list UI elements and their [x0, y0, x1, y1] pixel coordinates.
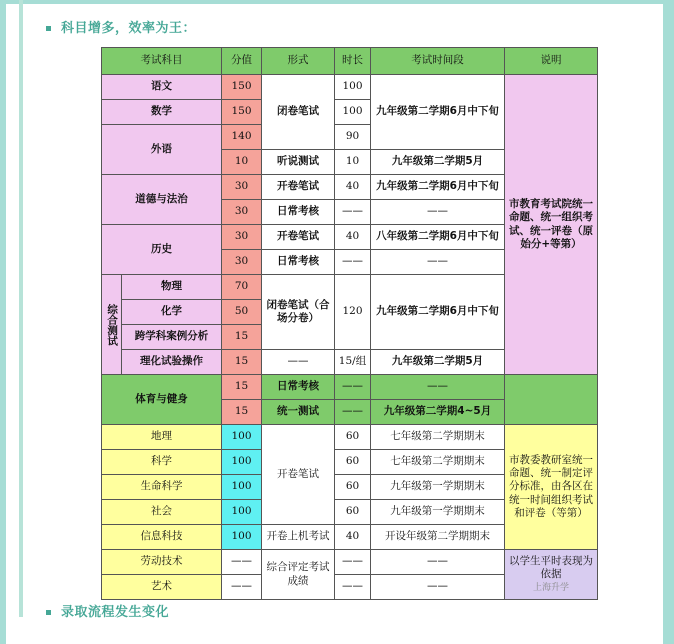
table-header-row: [102, 48, 598, 75]
period-cell: 九年级第二学期6月中下旬: [371, 175, 505, 200]
form-cell: ——: [262, 350, 335, 375]
duration-cell: ——: [335, 200, 371, 225]
form-cell: 闭卷笔试: [262, 75, 335, 150]
duration-cell: ——: [335, 575, 371, 600]
form-cell: 闭卷笔试（合场分卷）: [262, 275, 335, 350]
header-duration: 时长: [335, 48, 371, 75]
form-cell: 听说测试: [262, 150, 335, 175]
bullet-icon: [46, 610, 51, 615]
desc-cell: 市教委教研室统一命题、统一制定评分标准，由各区在统一时间组织考试和评卷（等第）: [505, 425, 598, 550]
period-cell: 九年级第二学期5月: [371, 150, 505, 175]
score-cell: 100: [222, 500, 262, 525]
period-cell: 九年级第二学期4~5月: [371, 400, 505, 425]
duration-cell: 10: [335, 150, 371, 175]
period-cell: 九年级第一学期期末: [371, 475, 505, 500]
comprehensive-test-label: 综合测试: [102, 275, 122, 375]
subject-cell: 艺术: [102, 575, 222, 600]
table-row: [102, 375, 598, 400]
duration-cell: 40: [335, 225, 371, 250]
score-cell: 150: [222, 75, 262, 100]
form-cell: 开卷笔试: [262, 225, 335, 250]
subject-cell: 体育与健身: [102, 375, 222, 425]
subject-cell: 物理: [122, 275, 222, 300]
section-heading-subjects: [46, 17, 196, 36]
period-cell: 九年级第二学期5月: [371, 350, 505, 375]
form-cell: 综合评定考试成绩: [262, 550, 335, 600]
period-cell: 九年级第一学期期末: [371, 500, 505, 525]
subject-cell: 跨学科案例分析: [122, 325, 222, 350]
score-cell: ——: [222, 575, 262, 600]
period-cell: 八年级第二学期6月中下旬: [371, 225, 505, 250]
score-cell: 140: [222, 125, 262, 150]
period-cell: 开设年级第二学期期末: [371, 525, 505, 550]
score-cell: 30: [222, 200, 262, 225]
desc-cell: [505, 550, 598, 600]
duration-cell: ——: [335, 400, 371, 425]
header-subject: 考试科目: [102, 48, 222, 75]
score-cell: 30: [222, 175, 262, 200]
period-cell: ——: [371, 550, 505, 575]
score-cell: 10: [222, 150, 262, 175]
period-cell: ——: [371, 250, 505, 275]
duration-cell: 60: [335, 425, 371, 450]
score-cell: 150: [222, 100, 262, 125]
period-cell: ——: [371, 575, 505, 600]
period-cell: 七年级第二学期期末: [371, 450, 505, 475]
period-cell: 九年级第二学期6月中下旬: [371, 75, 505, 150]
subject-cell: 劳动技术: [102, 550, 222, 575]
subject-cell: 理化试验操作: [122, 350, 222, 375]
score-cell: 30: [222, 250, 262, 275]
score-cell: 15: [222, 325, 262, 350]
table-row: [102, 550, 598, 575]
subject-cell: 科学: [102, 450, 222, 475]
header-score: 分值: [222, 48, 262, 75]
period-cell: 九年级第二学期6月中下旬: [371, 275, 505, 350]
heading-text: 科目增多，效率为王：: [61, 21, 197, 36]
subject-cell: 地理: [102, 425, 222, 450]
left-edge-bar: [19, 0, 23, 617]
duration-cell: 60: [335, 500, 371, 525]
duration-cell: 90: [335, 125, 371, 150]
header-desc: 说明: [505, 48, 598, 75]
subject-cell: 数学: [102, 100, 222, 125]
form-cell: 日常考核: [262, 200, 335, 225]
form-cell: 开卷上机考试: [262, 525, 335, 550]
duration-cell: 15/组: [335, 350, 371, 375]
desc-cell: 市教育考试院统一命题、统一组织考试、统一评卷（原始分+等第）: [505, 75, 598, 375]
subject-cell: 历史: [102, 225, 222, 275]
subject-cell: 化学: [122, 300, 222, 325]
form-cell: 统一测试: [262, 400, 335, 425]
bullet-icon: [46, 26, 51, 31]
duration-cell: 100: [335, 100, 371, 125]
score-cell: 50: [222, 300, 262, 325]
duration-cell: 60: [335, 475, 371, 500]
score-cell: 100: [222, 425, 262, 450]
score-cell: ——: [222, 550, 262, 575]
period-cell: ——: [371, 375, 505, 400]
section-heading-admission: [46, 601, 169, 620]
exam-subject-table: [101, 47, 598, 600]
heading-text: 录取流程发生变化: [61, 605, 170, 620]
desc-text: 以学生平时表现为依据: [509, 554, 593, 580]
table-row: [102, 425, 598, 450]
duration-cell: ——: [335, 375, 371, 400]
subject-cell: 道德与法治: [102, 175, 222, 225]
header-form: 形式: [262, 48, 335, 75]
subject-cell: 语文: [102, 75, 222, 100]
duration-cell: 40: [335, 525, 371, 550]
score-cell: 15: [222, 375, 262, 400]
duration-cell: ——: [335, 250, 371, 275]
subject-cell: 社会: [102, 500, 222, 525]
period-cell: 七年级第二学期期末: [371, 425, 505, 450]
header-period: 考试时间段: [371, 48, 505, 75]
score-cell: 70: [222, 275, 262, 300]
score-cell: 100: [222, 450, 262, 475]
form-cell: 开卷笔试: [262, 175, 335, 200]
form-cell: 开卷笔试: [262, 425, 335, 525]
table-row: [102, 75, 598, 100]
subject-cell: 生命科学: [102, 475, 222, 500]
score-cell: 15: [222, 400, 262, 425]
duration-cell: 60: [335, 450, 371, 475]
desc-cell-pe: [505, 375, 598, 425]
score-cell: 15: [222, 350, 262, 375]
form-cell: 日常考核: [262, 250, 335, 275]
duration-cell: ——: [335, 550, 371, 575]
period-cell: ——: [371, 200, 505, 225]
score-cell: 100: [222, 475, 262, 500]
duration-cell: 120: [335, 275, 371, 350]
form-cell: 日常考核: [262, 375, 335, 400]
duration-cell: 40: [335, 175, 371, 200]
watermark-label: 上海升学: [532, 583, 569, 593]
score-cell: 30: [222, 225, 262, 250]
subject-cell: 外语: [102, 125, 222, 175]
duration-cell: 100: [335, 75, 371, 100]
score-cell: 100: [222, 525, 262, 550]
subject-cell: 信息科技: [102, 525, 222, 550]
